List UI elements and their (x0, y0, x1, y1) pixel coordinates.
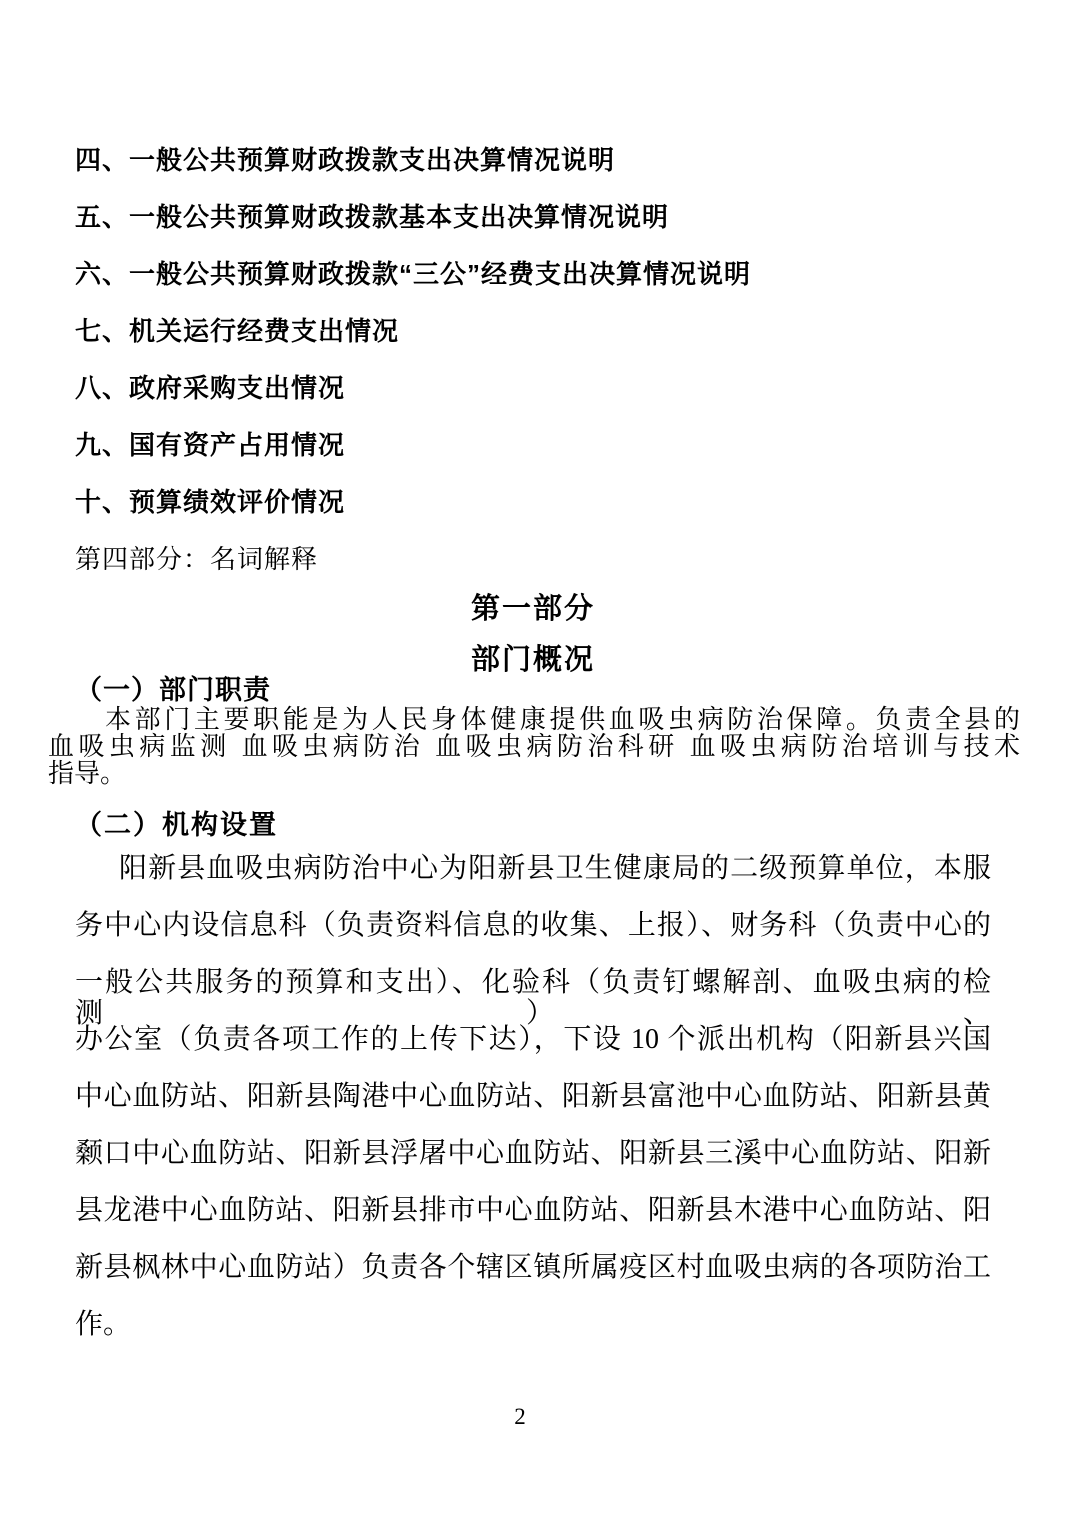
subsection-2-heading: （二）机构设置 (75, 810, 278, 840)
toc-item-8: 八、政府采购支出情况 (75, 373, 346, 403)
paragraph-line: 颡口中心血防站、阳新县浮屠中心血防站、阳新县三溪中心血防站、阳新 (75, 1138, 991, 1169)
paragraph-line: 务中心内设信息科（负责资料信息的收集、上报）、财务科（负责中心的 (75, 910, 991, 941)
paragraph-line: 新县枫林中心血防站）负责各个辖区镇所属疫区村血吸虫病的各项防治工 (75, 1252, 991, 1283)
toc-item-10: 十、预算绩效评价情况 (75, 487, 346, 517)
organization-setup-paragraph (75, 853, 991, 1366)
toc-item-7: 七、机关运行经费支出情况 (75, 316, 400, 346)
toc-item-4: 四、一般公共预算财政拨款支出决算情况说明 (75, 145, 616, 175)
document-content (48, 0, 1020, 1366)
paragraph-line: 阳新县血吸虫病防治中心为阳新县卫生健康局的二级预算单位，本服 (119, 853, 991, 884)
part-one-subtitle: 部门概况 (470, 644, 595, 676)
table-of-contents (75, 0, 991, 573)
paragraph-line: 中心血防站、阳新县陶港中心血防站、阳新县富池中心血防站、阳新县黄 (75, 1081, 991, 1112)
part-one-title: 第一部分 (470, 593, 595, 625)
paragraph-line: 血吸虫病监测 血吸虫病防治 血吸虫病防治科研 血吸虫病防治培训与技术 (48, 732, 1020, 761)
toc-item-5: 五、一般公共预算财政拨款基本支出决算情况说明 (75, 202, 670, 232)
toc-part4-label: 第四部分：名词解释 (75, 544, 319, 574)
toc-item-6: 六、一般公共预算财政拨款“三公”经费支出决算情况说明 (75, 259, 752, 289)
paragraph-line: 本部门主要职能是为人民身体健康提供血吸虫病防治保障。负责全县的 (105, 705, 1020, 734)
department-duties-paragraph (48, 706, 1020, 787)
paragraph-line: 县龙港中心血防站、阳新县排市中心血防站、阳新县木港中心血防站、阳 (75, 1195, 991, 1226)
subsection-1-heading: （一）部门职责 (75, 675, 271, 705)
toc-item-9: 九、国有资产占用情况 (75, 430, 346, 460)
paragraph-line: 作。 (75, 1309, 132, 1340)
paragraph-line: 一般公共服务的预算和支出）、化验科（负责钉螺解剖、血吸虫病的检测）、 (75, 967, 991, 1029)
paragraph-line: 办公室（负责各项工作的上传下达），下设 10 个派出机构（阳新县兴国 (75, 1024, 991, 1055)
page-number: 2 (514, 1404, 526, 1429)
paragraph-line: 指导。 (48, 759, 127, 788)
